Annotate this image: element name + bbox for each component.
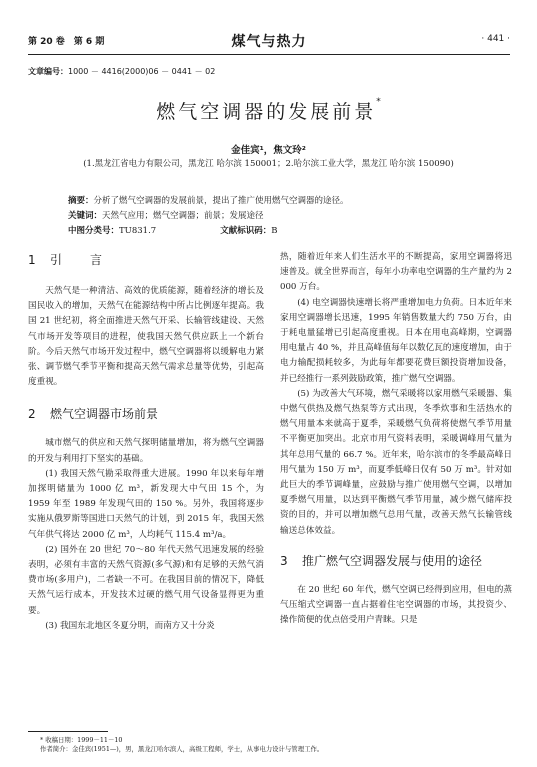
abstract-text: 分析了燃气空调器的发展前景，提出了推广使用燃气空调器的途径。 xyxy=(93,196,349,206)
section-3-number: 3 xyxy=(280,553,288,568)
affiliation: (1.黑龙江省电力有限公司，黑龙江 哈尔滨 150001；2.哈尔滨工业大学，黑龙江 哈尔滨 150090) xyxy=(83,159,454,169)
section-2-heading xyxy=(28,404,264,424)
section-2-number: 2 xyxy=(28,407,36,422)
paper-title-block xyxy=(0,97,537,124)
doc-code-label: 文献标识码： xyxy=(220,226,272,236)
market-paragraph-5: (5) 为改善大气环境，燃气采暖将以家用燃气采暖器、集中燃气供热及燃气热泵等方式出现，冬季炊事和生活热水的燃气用量本来就高于夏季，采暖燃气负荷将使燃气季节用量不平衡更加突出。北京市用气资料表明，采暖调峰用气量为其年总用气量的 66.7 %。近年来，哈尔滨市的冬季最高峰日用气量为 150 万 m³，而夏季低峰日仅有 50 万 m³。针对如此巨大的季节调峰量，应鼓励与推广使用燃气空调，以增加夏季燃气用量，以达到平衡燃气季节用量，减少燃气储库投资的目的，并可以增加燃气总用气量，改善天然气长输管线输送总体效益。 xyxy=(280,388,512,536)
running-header xyxy=(28,31,510,51)
section-1-number: 1 xyxy=(28,253,36,267)
clc-value: TU831.7 xyxy=(119,226,157,236)
section-2-title: 燃气空调器市场前景 xyxy=(50,407,159,422)
section-1-heading xyxy=(28,250,264,270)
abstract xyxy=(68,194,349,206)
clc-label: 中图分类号： xyxy=(68,226,120,236)
abstract-label: 摘要： xyxy=(68,196,94,206)
section-1-title: 引言 xyxy=(50,253,131,267)
right-column xyxy=(280,250,512,628)
received-date-footnote: * 收稿日期：1999－11－10 xyxy=(40,736,123,744)
page-number: · 441 · xyxy=(481,34,510,44)
keywords-label: 关键词： xyxy=(68,211,103,221)
section-3-heading xyxy=(280,551,512,571)
footnote-rule xyxy=(28,731,108,732)
market-paragraph-intro: 城市燃气的供应和天然气探明储量增加，将为燃气空调器的开发与利用打下坚实的基础。 xyxy=(28,438,264,464)
market-paragraph-1: (1) 我国天然气勘采取得重大进展。1990 年以来每年增加探明储量为 1000 亿 m³，新发现大中气田 15 个，为 1959 年至 1989 年发现气田的 150 %。另外，我国将逐步实施从俄罗斯等国进口天然气的计划，到 2015 年，我国天然气年供气将达 2000 亿 m³，人均耗气 115.4 m³/a。 xyxy=(28,468,264,540)
article-number-label: 文章编号： xyxy=(28,67,68,76)
section-3-title: 推广燃气空调器发展与使用的途径 xyxy=(302,553,483,568)
left-column xyxy=(28,250,264,634)
keywords xyxy=(68,209,264,221)
market-paragraph-3: (3) 我国东北地区冬夏分明，而南方又十分炎 xyxy=(45,620,215,631)
volume-issue: 第 20 卷 第 6 期 xyxy=(28,37,105,47)
header-rule xyxy=(28,54,510,55)
intro-paragraph: 天然气是一种清洁、高效的优质能源，随着经济的增长及国民收入的增加，天然气在能源结构中所占比例逐年提高。我国 21 世纪初，将全面推进天然气开采、长输管线建设、天然气市场开发等项目的进程，使我国天然气供应跃上一个新台阶。今后天然气市场开发过程中，燃气空调器将以缓解电力紧张、调节燃气季节平衡和提高天然气需求总量等优势，引起高度重视。 xyxy=(28,286,264,388)
title-footnote-mark: * xyxy=(376,97,381,107)
doc-code-value: B xyxy=(271,226,278,236)
classification xyxy=(68,224,277,236)
paper-title: 燃气空调器的发展前景 xyxy=(156,101,377,123)
authors: 金佳宾¹，焦文玲² xyxy=(231,145,306,156)
approach-paragraph: 在 20 世纪 60 年代，燃气空调已经得到应用，但电的蒸气压缩式空调器一直占据着住宅空调器的市场，其投资少、操作简便的优点倍受用户青睐。只是 xyxy=(280,584,512,626)
keywords-text: 天然气应用；燃气空调器；前景；发展途径 xyxy=(102,211,264,221)
author-bio-footnote: 作者简介：金佳宾(1951—)，男，黑龙江哈尔滨人，高级工程师，学士，从事电力设计与管理工作。 xyxy=(40,745,324,753)
article-number xyxy=(28,66,215,77)
market-paragraph-4: (4) 电空调器快速增长将严重增加电力负荷。日本近年来家用空调器增长迅速，1995 年销售数量大约 750 万台，由于耗电量猛增已引起高度重视。日本在用电高峰期，空调器用电量占 40 %，并且高峰值每年以数亿瓦的速度增加，由于电力输配损耗较多，为此每年都要花费巨额投资增加设备，并已经推行一系列鼓励政策，推广燃气空调器。 xyxy=(280,297,512,384)
market-paragraph-2: (2) 国外在 20 世纪 70～80 年代天然气迅速发展的经验表明，必须有丰富的天然气资源(多气源)和有足够的天然气消费市场(多用户)，二者缺一不可。在我国目前的情况下，降低天然气运行成本，开发技术过硬的燃气用气设备显得更为重要。 xyxy=(28,544,264,616)
article-number-value: 1000 － 4416(2000)06 － 0441 － 02 xyxy=(68,67,216,76)
journal-name: 煤气与热力 xyxy=(231,34,307,50)
continued-paragraph: 热，随着近年来人们生活水平的不断提高，家用空调器将迅速普及。就全世界而言，每年小功率电空调器的生产量约为 2 000 万台。 xyxy=(280,252,512,293)
